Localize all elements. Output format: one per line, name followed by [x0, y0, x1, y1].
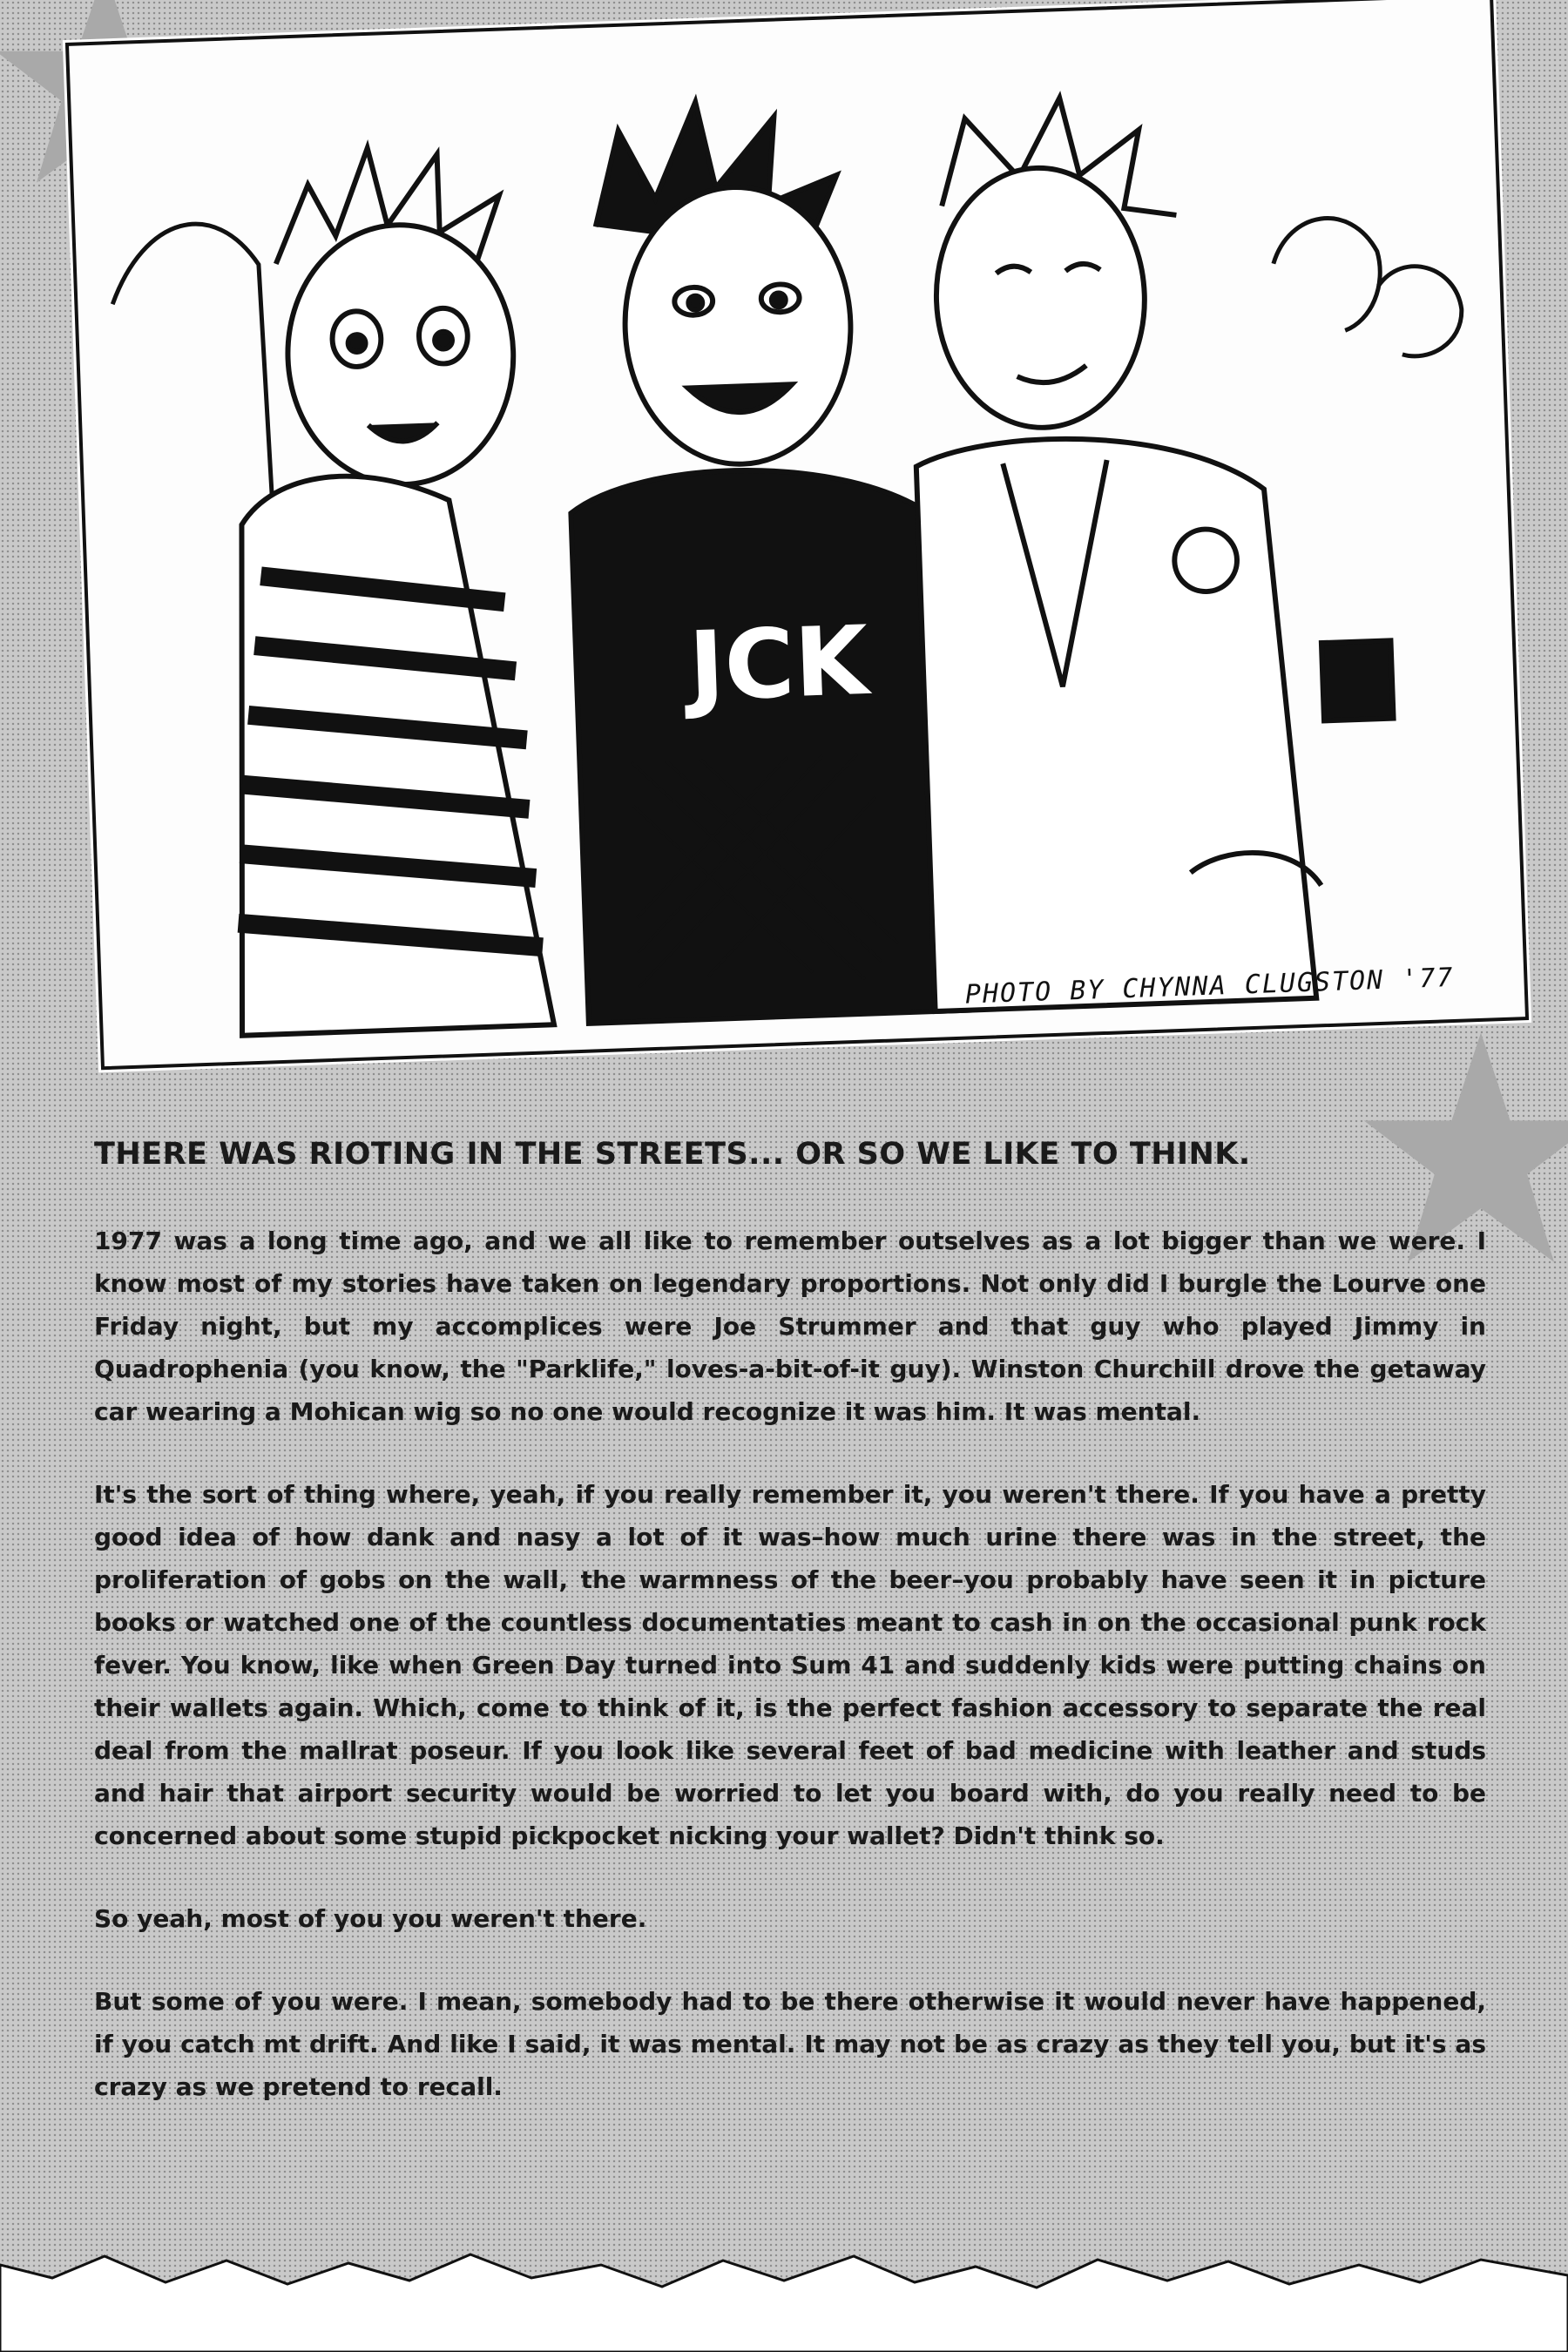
torn-paper-edge: [0, 2230, 1568, 2352]
article-body: [94, 1220, 1486, 2148]
paragraph-1: 1977 was a long time ago, and we all like to remember outselves as a lot bigger than we were. I know most of my stories have taken on legendary proportions. Not only did I burgle the Lourve one Friday night, but my accomplices were Joe Strummer and that guy who played Jimmy in Quadrophenia (you know, the "Parklife," loves-a-bit-of-it guy). Winston Churchill drove the getaway car wearing a Mohican wig so no one would recognize it was him. It was mental.: [94, 1227, 1486, 1426]
svg-text:JCK: JCK: [686, 605, 870, 723]
paragraph-4: But some of you were. I mean, somebody had to be there otherwise it would never have happened, if you catch mt drift. And like I said, it was mental. It may not be as crazy as they tell you, but it's as crazy as we pretend to recall.: [94, 1987, 1486, 2101]
punk-friends-illustration: [69, 0, 1525, 1066]
article-heading: THERE WAS RIOTING IN THE STREETS... OR SO WE LIKE TO THINK.: [94, 1137, 1251, 1172]
paragraph-2: It's the sort of thing where, yeah, if you really remember it, you weren't there. If you have a pretty good idea of how dank and nasy a lot of it was–how much urine there was in the street, the proliferation of gobs on the wall, the warmness of the beer–you probably have seen it in picture books or watched one of the countless documentaties meant to cash in on the occasional punk rock fever. You know, like when Green Day turned into Sum 41 and suddenly kids were putting chains on their wallets again. Which, come to think of it, is the perfect fashion accessory to separate the real deal from the mallrat poseur. If you look like several feet of bad medicine with leather and studs and hair that airport security would be worried to let you board with, do you really need to be concerned about some stupid pickpocket nicking your wallet? Didn't think so.: [94, 1480, 1486, 1850]
photo-frame: [65, 0, 1529, 1070]
illustration-photo: [65, 0, 1529, 1070]
photo-credit: PHOTO BY CHYNNA CLUGSTON '77: [964, 962, 1455, 1010]
paragraph-3: So yeah, most of you you weren't there.: [94, 1904, 647, 1933]
